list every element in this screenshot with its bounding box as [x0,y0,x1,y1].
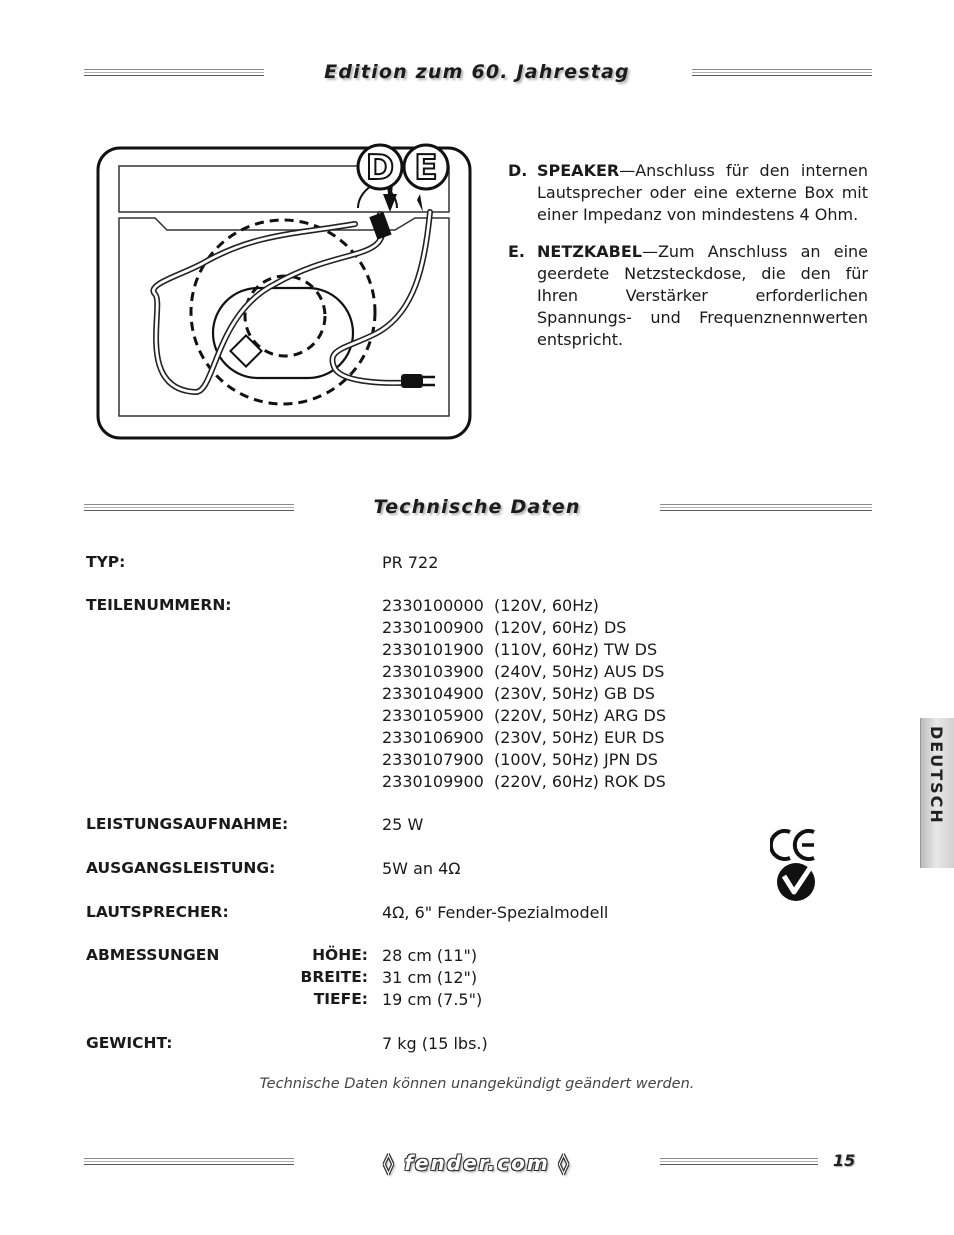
specs-rule-right [660,504,872,512]
rear-panel-diagram [95,134,475,444]
spec-label-hoehe: HÖHE: [312,946,368,964]
spec-value-part-number: 2330104900 (230V, 50Hz) GB DS [382,684,655,703]
spec-value-part-number: 2330103900 (240V, 50Hz) AUS DS [382,662,665,681]
description-item-e [508,241,868,351]
spec-label-tiefe: TIEFE: [313,990,368,1008]
description-text: Zum Anschluss an eine geerdete Netzsteckdose, die den für Ihren Verstärker erforderlichen Spannungs- und Frequenznennwerten entspricht. [537,242,868,349]
description-letter: E. [508,242,526,261]
diagram-label-d: D [365,148,395,188]
footer-website: ◊ fender.com ◊ [383,1151,571,1175]
connector-descriptions [508,160,868,366]
header-rule-right [692,69,872,77]
page-number: 15 [833,1151,856,1170]
spec-value-lautsprecher: 4Ω, 6" Fender-Spezialmodell [382,903,609,922]
spec-value-part-number: 2330100900 (120V, 60Hz) DS [382,618,627,637]
specs-title: Technische Daten [373,496,581,518]
spec-value-gewicht: 7 kg (15 lbs.) [382,1034,488,1053]
spec-label-teilenummern: TEILENUMMERN: [86,596,232,614]
spec-label-abmessungen: ABMESSUNGEN [86,946,220,964]
spec-label-breite: BREITE: [300,968,368,986]
spec-value-tiefe: 19 cm (7.5") [382,990,483,1009]
description-letter: D. [508,161,528,180]
spec-value-hoehe: 28 cm (11") [382,946,478,965]
spec-value-ausgangsleistung: 5W an 4Ω [382,859,461,878]
spec-value-part-number: 2330101900 (110V, 60Hz) TW DS [382,640,658,659]
language-tab [920,718,954,868]
description-text: Anschluss für den internen Lautsprecher oder eine externe Box mit einer Impedanz von mindestens 4 Ohm. [537,161,868,224]
spec-value-leistungsaufnahme: 25 W [382,815,424,834]
spec-value-part-number: 2330100000 (120V, 60Hz) [382,596,599,615]
description-item-d [508,160,868,226]
page-title: Edition zum 60. Jahrestag [324,61,630,83]
diagram-label-e: E [414,148,438,188]
spec-value-part-number: 2330107900 (100V, 50Hz) JPN DS [382,750,658,769]
spec-label-gewicht: GEWICHT: [86,1034,173,1052]
description-term: NETZKABEL [537,242,642,261]
footer-rule-right [660,1158,818,1166]
spec-value-typ: PR 722 [382,553,439,572]
spec-label-leistungsaufnahme: LEISTUNGSAUFNAHME: [86,815,289,833]
spec-value-part-number: 2330106900 (230V, 50Hz) EUR DS [382,728,665,747]
spec-value-breite: 31 cm (12") [382,968,478,987]
description-body [537,160,868,226]
language-tab-label: DEUTSCH [927,726,946,825]
spec-value-part-number: 2330105900 (220V, 50Hz) ARG DS [382,706,667,725]
description-term: SPEAKER [537,161,620,180]
spec-label-typ: TYP: [86,553,126,571]
spec-value-part-number: 2330109900 (220V, 60Hz) ROK DS [382,772,666,791]
certification-marks-icon [770,826,822,902]
spec-label-lautsprecher: LAUTSPRECHER: [86,903,229,921]
description-body [537,241,868,351]
specs-note: Technische Daten können unangekündigt geändert werden. [259,1076,695,1092]
description-dash: — [641,242,658,261]
description-dash: — [619,161,636,180]
spec-label-ausgangsleistung: AUSGANGSLEISTUNG: [86,859,276,877]
